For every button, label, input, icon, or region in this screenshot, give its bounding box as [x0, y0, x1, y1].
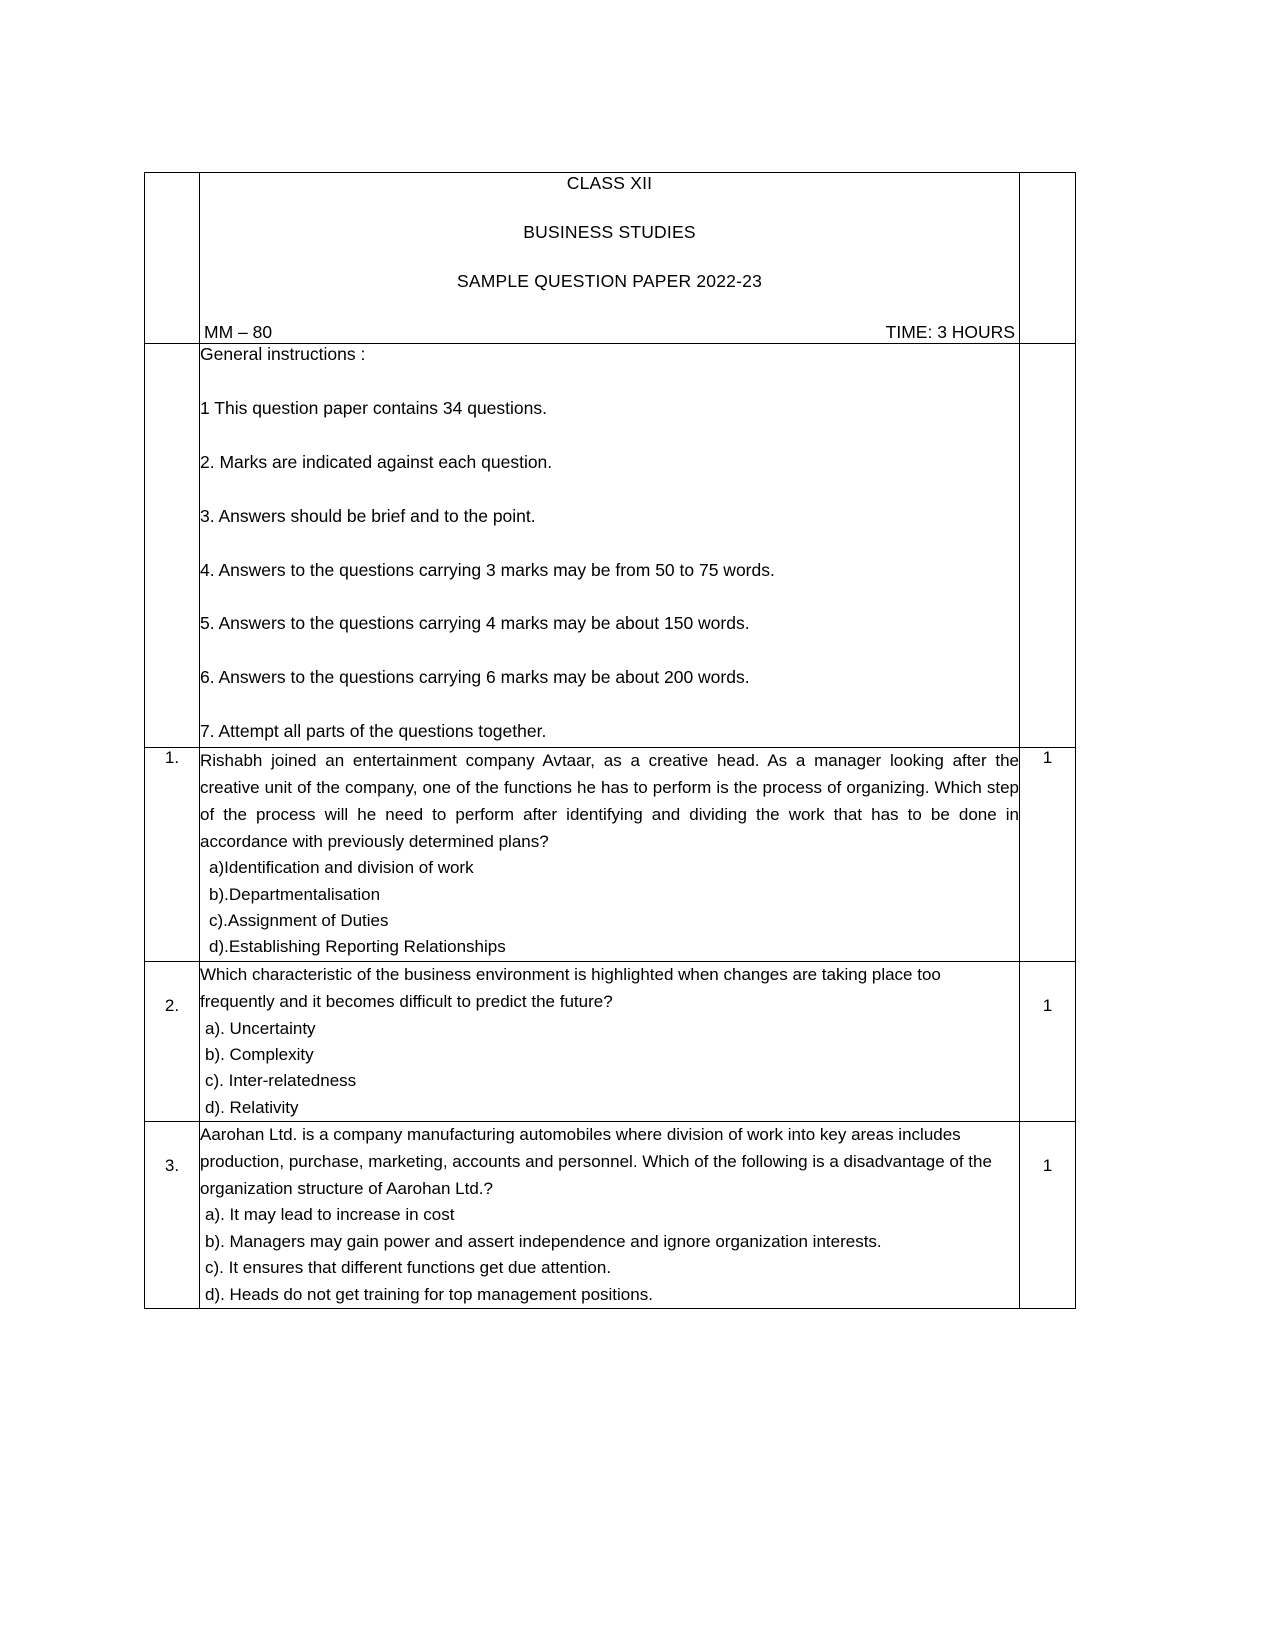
instruction-item: 1 This question paper contains 34 questions. — [200, 397, 547, 418]
option-item[interactable]: c). Inter-relatedness — [205, 1071, 357, 1091]
option-item[interactable]: a). Uncertainty — [205, 1018, 316, 1038]
question-stem: Which characteristic of the business environment is highlighted when changes are taking place too frequently and it becomes difficult to predict the future? — [200, 964, 941, 1011]
question-body — [200, 1121, 1020, 1308]
option-item[interactable]: d). Relativity — [205, 1097, 299, 1117]
option-item[interactable]: b).Departmentalisation — [209, 884, 381, 904]
option-item[interactable]: d).Establishing Reporting Relationships — [209, 937, 506, 957]
question-paper-table — [144, 172, 1076, 1309]
instructions-cell — [200, 344, 1020, 748]
question-marks: 1 — [1020, 961, 1076, 1121]
class-line: CLASS XII — [566, 173, 653, 193]
option-item[interactable]: c). It ensures that different functions get due attention. — [205, 1258, 612, 1278]
marks-time-row — [200, 322, 1019, 343]
question-number: 1. — [145, 748, 200, 962]
time-label: TIME: 3 HOURS — [885, 322, 1015, 342]
option-item[interactable]: b). Managers may gain power and assert independence and ignore organization interests. — [205, 1231, 882, 1251]
question-stem: Aarohan Ltd. is a company manufacturing automobiles where division of work into key areas includes production, purchase, marketing, accounts and personnel. Which of the following is a disadvantage of the organization structure of Aarohan Ltd.? — [200, 1124, 992, 1198]
header-marks-cell — [1020, 173, 1076, 344]
question-number: 2. — [145, 961, 200, 1121]
question-body — [200, 961, 1020, 1121]
instruction-item: 7. Attempt all parts of the questions together. — [200, 721, 547, 742]
instructions-number-cell — [145, 344, 200, 748]
question-marks: 1 — [1020, 1121, 1076, 1308]
option-item[interactable]: a). It may lead to increase in cost — [205, 1205, 455, 1225]
instruction-item: 3. Answers should be brief and to the point. — [200, 505, 536, 526]
instruction-item: 2. Marks are indicated against each question. — [200, 451, 553, 472]
question-options — [200, 1016, 1019, 1121]
table-row — [145, 748, 1076, 962]
question-stem: Rishabh joined an entertainment company Avtaar, as a creative head. As a manager looking after the creative unit of the company, one of the functions he has to perform is the process of organizing. Which step of the process will he need to perform after identifying and dividing the work that has to be done in accordance with previously determined plans? — [200, 751, 1019, 851]
question-options — [200, 855, 1019, 960]
instruction-item: 5. Answers to the questions carrying 4 marks may be about 150 words. — [200, 613, 750, 634]
option-item[interactable]: d). Heads do not get training for top management positions. — [205, 1284, 653, 1304]
question-number: 3. — [145, 1121, 200, 1308]
question-body — [200, 748, 1020, 962]
question-marks: 1 — [1020, 748, 1076, 962]
paper-title-line: SAMPLE QUESTION PAPER 2022-23 — [456, 271, 763, 291]
option-item[interactable]: b). Complexity — [205, 1044, 314, 1064]
table-row-instructions — [145, 344, 1076, 748]
question-options — [200, 1202, 1019, 1307]
header-title-cell — [200, 173, 1020, 344]
option-item[interactable]: a)Identification and division of work — [209, 858, 474, 878]
table-row — [145, 961, 1076, 1121]
option-item[interactable]: c).Assignment of Duties — [209, 911, 389, 931]
table-row-header — [145, 173, 1076, 344]
header-number-cell — [145, 173, 200, 344]
instruction-item: 4. Answers to the questions carrying 3 marks may be from 50 to 75 words. — [200, 559, 775, 580]
subject-line: BUSINESS STUDIES — [523, 222, 696, 242]
instructions-title: General instructions : — [200, 344, 366, 364]
table-row — [145, 1121, 1076, 1308]
max-marks-label: MM – 80 — [204, 322, 273, 342]
instructions-marks-cell — [1020, 344, 1076, 748]
instruction-item: 6. Answers to the questions carrying 6 marks may be about 200 words. — [200, 667, 750, 688]
